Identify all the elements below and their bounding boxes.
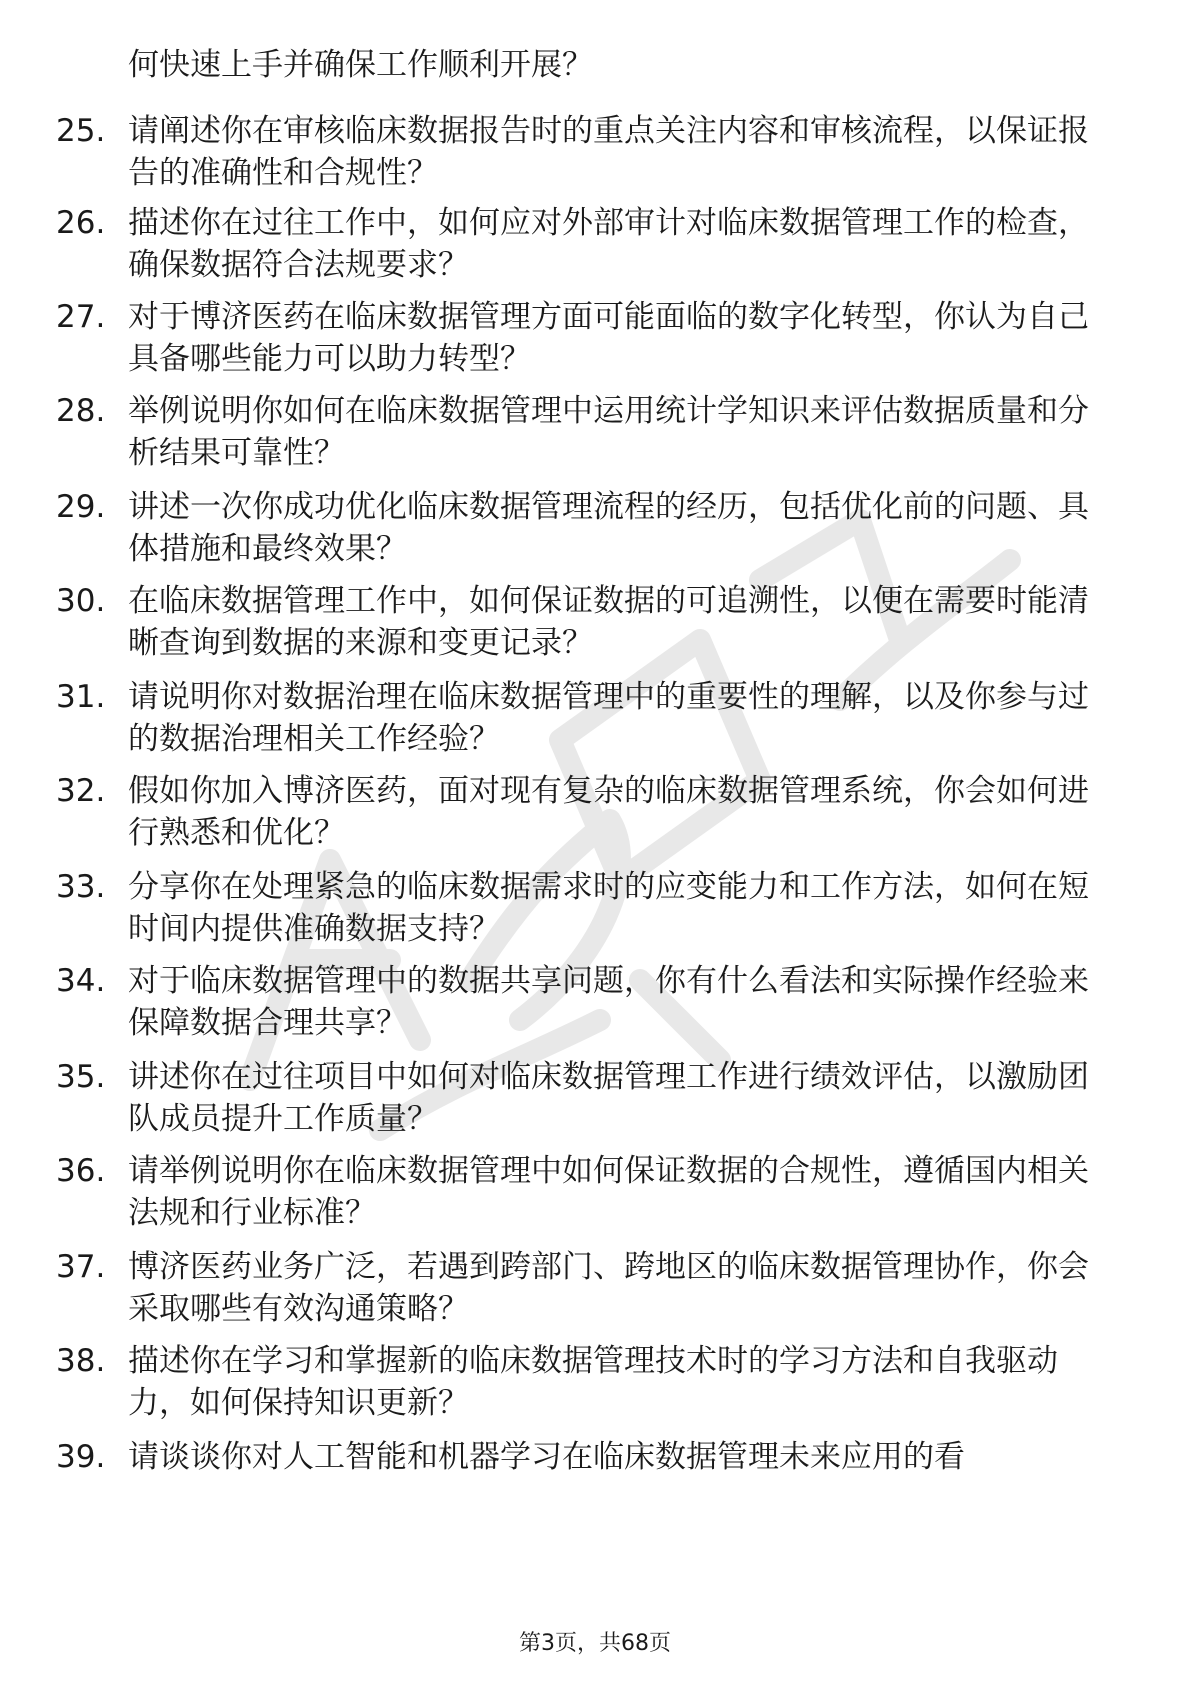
question-number: 26. — [56, 205, 106, 241]
question-text: 请阐述你在审核临床数据报告时的重点关注内容和审核流程，以保证报告的准确性和合规性？ — [128, 113, 1089, 191]
question-number: 36. — [56, 1153, 106, 1189]
question-number: 34. — [56, 963, 106, 999]
question-text: 分享你在处理紧急的临床数据需求时的应变能力和工作方法，如何在短时间内提供准确数据支持？ — [128, 869, 1089, 947]
question-text: 讲述一次你成功优化临床数据管理流程的经历，包括优化前的问题、具体措施和最终效果？ — [128, 489, 1089, 567]
question-text: 对于临床数据管理中的数据共享问题，你有什么看法和实际操作经验来保障数据合理共享？ — [128, 963, 1089, 1041]
question-text: 对于博济医药在临床数据管理方面可能面临的数字化转型，你认为自己具备哪些能力可以助力转型？ — [128, 299, 1089, 377]
question-number: 31. — [56, 679, 106, 715]
question-number: 29. — [56, 489, 106, 525]
question-number: 30. — [56, 583, 106, 619]
question-text: 在临床数据管理工作中，如何保证数据的可追溯性，以便在需要时能清晰查询到数据的来源和变更记录？ — [128, 583, 1089, 661]
question-text: 博济医药业务广泛，若遇到跨部门、跨地区的临床数据管理协作，你会采取哪些有效沟通策略？ — [128, 1249, 1089, 1327]
question-text: 描述你在学习和掌握新的临床数据管理技术时的学习方法和自我驱动力，如何保持知识更新？ — [128, 1343, 1058, 1421]
question-text: 描述你在过往工作中，如何应对外部审计对临床数据管理工作的检查，确保数据符合法规要求？ — [128, 205, 1089, 283]
question-number: 37. — [56, 1249, 106, 1285]
question-text: 请说明你对数据治理在临床数据管理中的重要性的理解，以及你参与过的数据治理相关工作经验？ — [128, 679, 1089, 757]
question-number: 33. — [56, 869, 106, 905]
question-text: 请举例说明你在临床数据管理中如何保证数据的合规性，遵循国内相关法规和行业标准？ — [128, 1153, 1089, 1231]
question-text: 讲述你在过往项目中如何对临床数据管理工作进行绩效评估，以激励团队成员提升工作质量？ — [128, 1059, 1089, 1137]
question-number: 32. — [56, 773, 106, 809]
question-number: 38. — [56, 1343, 106, 1379]
question-text: 假如你加入博济医药，面对现有复杂的临床数据管理系统，你会如何进行熟悉和优化？ — [128, 773, 1089, 851]
question-text: 请谈谈你对人工智能和机器学习在临床数据管理未来应用的看 — [128, 1439, 965, 1475]
question-number: 27. — [56, 299, 106, 335]
question-text: 举例说明你如何在临床数据管理中运用统计学知识来评估数据质量和分析结果可靠性？ — [128, 393, 1089, 471]
question-number: 35. — [56, 1059, 106, 1095]
question-number: 25. — [56, 113, 106, 149]
question-number: 28. — [56, 393, 106, 429]
question-number: 39. — [56, 1439, 106, 1475]
question-text: 何快速上手并确保工作顺利开展？ — [128, 47, 593, 83]
page-number: 第3页，共68页 — [519, 1631, 671, 1656]
